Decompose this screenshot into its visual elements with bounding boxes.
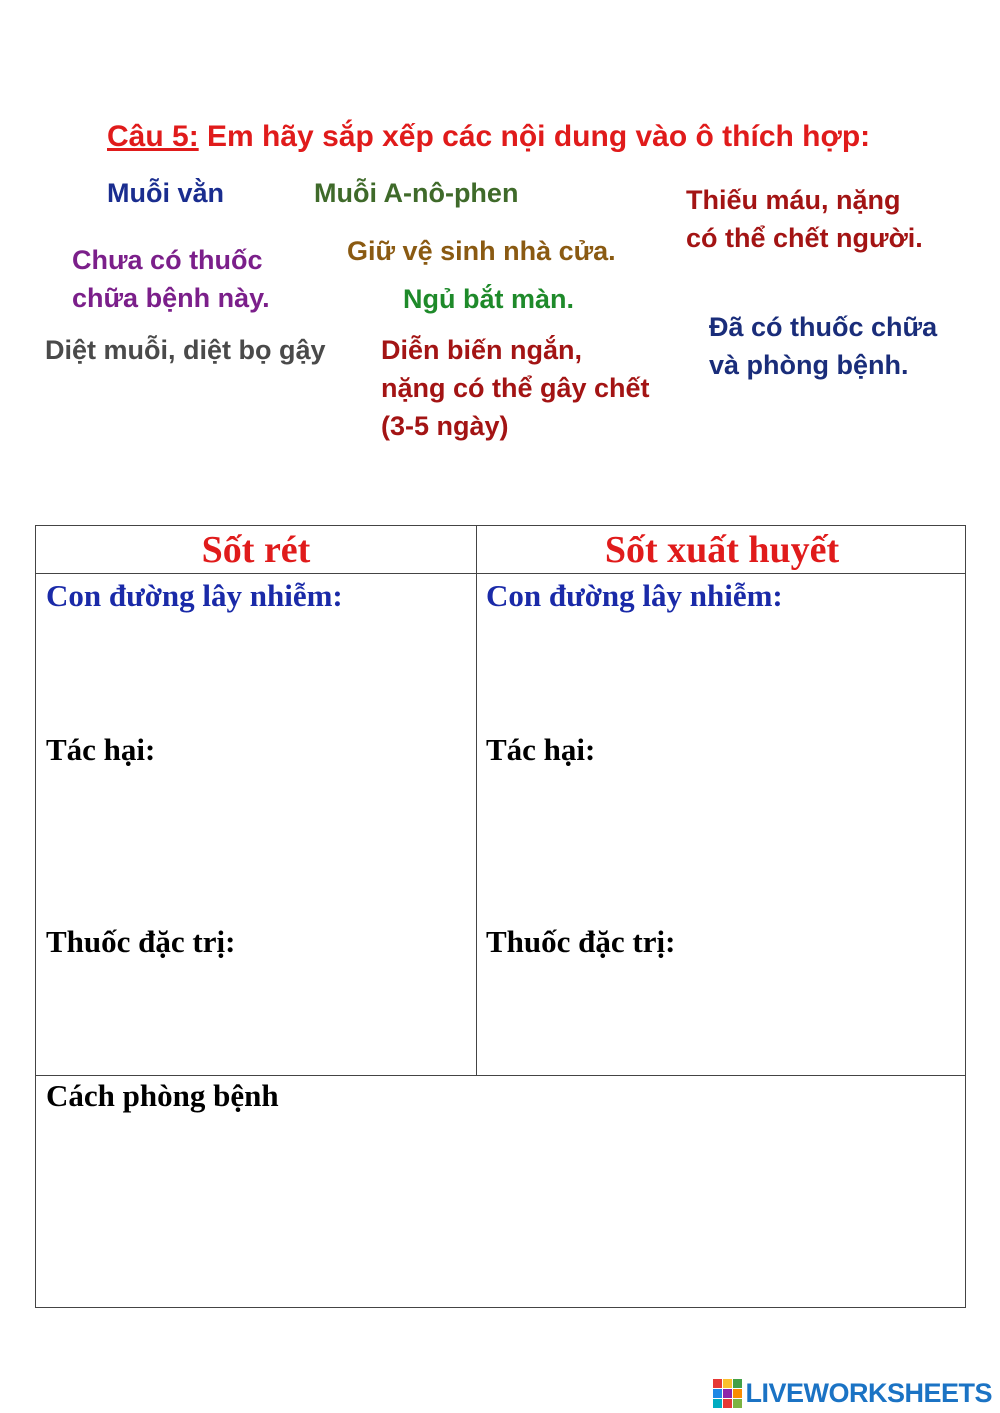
- sot-ret-drug-label: Thuốc đặc trị:: [46, 924, 236, 959]
- liveworksheets-logo-icon: [713, 1379, 742, 1408]
- liveworksheets-logo[interactable]: [713, 1376, 992, 1410]
- answer-item-giu-ve-sinh[interactable]: Giữ vệ sinh nhà cửa.: [347, 236, 616, 266]
- question-number: Câu 5:: [107, 120, 199, 153]
- prevention-divider: [36, 1075, 965, 1076]
- logo-cube: [733, 1389, 742, 1398]
- answer-item-muoi-van[interactable]: Muỗi vằn: [107, 178, 225, 208]
- answer-table: [35, 525, 966, 1308]
- liveworksheets-brand: LIVEWORKSHEETS: [745, 1377, 992, 1408]
- answer-item-muoi-anophen[interactable]: Muỗi A-nô-phen: [314, 178, 519, 208]
- question-text: Em hãy sắp xếp các nội dung vào ô thích hợp:: [198, 120, 871, 153]
- answer-item-thieu-mau[interactable]: Thiếu máu, nặng có thể chết người.: [686, 185, 923, 253]
- header-sot-ret: Sốt rét: [201, 529, 311, 571]
- sot-ret-drug-drop-zone[interactable]: [40, 968, 472, 1068]
- logo-cube: [713, 1379, 722, 1388]
- question-title: [107, 120, 870, 154]
- logo-cube: [713, 1399, 722, 1408]
- logo-cube: [723, 1379, 732, 1388]
- sot-xuat-huyet-harm-label: Tác hại:: [486, 732, 596, 767]
- prevention-label: Cách phòng bệnh: [46, 1078, 279, 1113]
- header-divider: [36, 573, 965, 574]
- answer-item-chua-co-thuoc[interactable]: Chưa có thuốc chữa bệnh này.: [72, 245, 270, 313]
- sot-ret-harm-label: Tác hại:: [46, 732, 156, 767]
- answer-item-ngu-bat-man[interactable]: Ngủ bắt màn.: [403, 284, 575, 314]
- logo-cube: [723, 1399, 732, 1408]
- logo-cube: [713, 1389, 722, 1398]
- logo-cube: [733, 1399, 742, 1408]
- sot-xuat-huyet-drug-label: Thuốc đặc trị:: [486, 924, 676, 959]
- logo-cube: [723, 1389, 732, 1398]
- sot-xuat-huyet-harm-drop-zone[interactable]: [481, 776, 961, 924]
- sot-ret-route-label: Con đường lây nhiễm:: [46, 578, 343, 613]
- answer-item-diet-muoi[interactable]: Diệt muỗi, diệt bọ gậy: [45, 335, 326, 365]
- answer-item-dien-bien[interactable]: Diễn biến ngắn, nặng có thể gây chết (3-5 ngày): [381, 335, 650, 441]
- sot-ret-route-drop-zone[interactable]: [40, 622, 472, 732]
- sot-xuat-huyet-drug-drop-zone[interactable]: [481, 968, 961, 1068]
- sot-xuat-huyet-route-label: Con đường lây nhiễm:: [486, 578, 783, 613]
- column-divider: [476, 526, 477, 1075]
- header-sot-xuat-huyet: Sốt xuất huyết: [604, 529, 840, 571]
- sot-xuat-huyet-route-drop-zone[interactable]: [481, 622, 961, 732]
- answer-item-da-co-thuoc[interactable]: Đã có thuốc chữa và phòng bệnh.: [709, 312, 938, 380]
- prevention-drop-zone[interactable]: [40, 1122, 960, 1302]
- logo-cube: [733, 1379, 742, 1388]
- sot-ret-harm-drop-zone[interactable]: [40, 776, 472, 924]
